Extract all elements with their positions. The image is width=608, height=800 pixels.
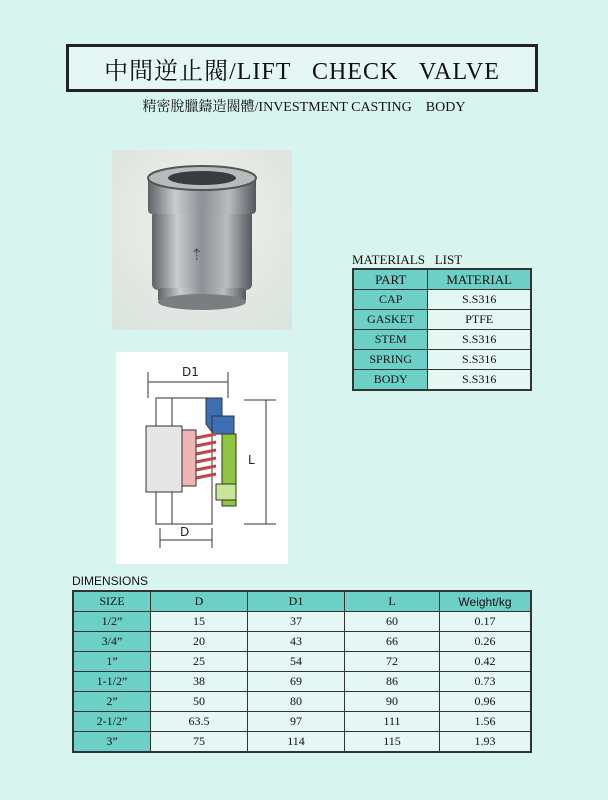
dimensions-size: 3” — [73, 732, 151, 753]
page-title-box — [66, 44, 538, 92]
dimensions-row — [73, 652, 531, 672]
cross-section-drawing — [116, 352, 288, 564]
check-valve-photo — [112, 150, 292, 330]
dimensions-row — [73, 612, 531, 632]
materials-part: SPRING — [353, 350, 428, 370]
dimensions-l: 90 — [345, 692, 440, 712]
dimensions-d1: 80 — [248, 692, 345, 712]
dimensions-l: 60 — [345, 612, 440, 632]
materials-row — [353, 370, 531, 391]
dimensions-d: 15 — [151, 612, 248, 632]
svg-text:⇡: ⇡ — [190, 245, 204, 264]
dimensions-size: 1” — [73, 652, 151, 672]
dimensions-d: 63.5 — [151, 712, 248, 732]
dimensions-weight: 1.56 — [440, 712, 532, 732]
dimensions-row — [73, 712, 531, 732]
dimensions-d1: 43 — [248, 632, 345, 652]
materials-material: PTFE — [428, 310, 531, 330]
dimensions-header-weight: Weight/kg — [440, 591, 532, 612]
materials-row — [353, 310, 531, 330]
dimensions-row — [73, 632, 531, 652]
dimensions-l: 72 — [345, 652, 440, 672]
materials-header-part: PART — [353, 269, 428, 290]
dimensions-d1: 69 — [248, 672, 345, 692]
dimensions-weight: 0.96 — [440, 692, 532, 712]
dimensions-size: 2-1/2” — [73, 712, 151, 732]
dimensions-d: 75 — [151, 732, 248, 753]
page-title: 中間逆止閥/LIFT CHECK VALVE — [104, 58, 500, 85]
dimensions-d1: 97 — [248, 712, 345, 732]
dimensions-row — [73, 672, 531, 692]
dimensions-weight: 0.26 — [440, 632, 532, 652]
materials-part: STEM — [353, 330, 428, 350]
dimensions-d1: 114 — [248, 732, 345, 753]
dimensions-weight: 0.17 — [440, 612, 532, 632]
materials-material: S.S316 — [428, 370, 531, 391]
dimensions-l: 86 — [345, 672, 440, 692]
materials-table — [352, 268, 532, 391]
dimensions-row — [73, 732, 531, 753]
dimensions-l: 66 — [345, 632, 440, 652]
dimensions-size: 1/2” — [73, 612, 151, 632]
dimensions-weight: 0.42 — [440, 652, 532, 672]
dimensions-d1: 37 — [248, 612, 345, 632]
materials-material: S.S316 — [428, 330, 531, 350]
dimension-label-d: D — [180, 525, 190, 539]
dimensions-d: 38 — [151, 672, 248, 692]
dimensions-size: 2” — [73, 692, 151, 712]
dimension-label-d1: D1 — [182, 365, 199, 379]
dimension-label-l: L — [248, 453, 255, 467]
dimensions-title: DIMENSIONS — [72, 574, 149, 588]
page-subtitle: 精密脫臘鑄造閥體/INVESTMENT CASTING BODY — [142, 100, 466, 115]
materials-row — [353, 350, 531, 370]
dimensions-header-size: SIZE — [73, 591, 151, 612]
dimensions-header-l: L — [345, 591, 440, 612]
materials-list-title: MATERIALS LIST — [352, 252, 463, 267]
valve-cross-section-diagram — [116, 352, 288, 564]
dimensions-l: 111 — [345, 712, 440, 732]
dimensions-weight: 0.73 — [440, 672, 532, 692]
dimensions-weight: 1.93 — [440, 732, 532, 753]
dimensions-header-d1: D1 — [248, 591, 345, 612]
materials-part: BODY — [353, 370, 428, 391]
dimensions-size: 3/4” — [73, 632, 151, 652]
materials-row — [353, 330, 531, 350]
dimensions-d: 25 — [151, 652, 248, 672]
materials-material: S.S316 — [428, 350, 531, 370]
dimensions-size: 1-1/2” — [73, 672, 151, 692]
dimensions-l: 115 — [345, 732, 440, 753]
materials-part: GASKET — [353, 310, 428, 330]
dimensions-d: 20 — [151, 632, 248, 652]
materials-header-material: MATERIAL — [428, 269, 531, 290]
dimensions-row — [73, 692, 531, 712]
materials-material: S.S316 — [428, 290, 531, 310]
dimensions-d: 50 — [151, 692, 248, 712]
dimensions-header-d: D — [151, 591, 248, 612]
materials-part: CAP — [353, 290, 428, 310]
materials-row — [353, 290, 531, 310]
dimensions-table — [72, 590, 532, 753]
dimensions-d1: 54 — [248, 652, 345, 672]
product-photo — [112, 150, 292, 330]
